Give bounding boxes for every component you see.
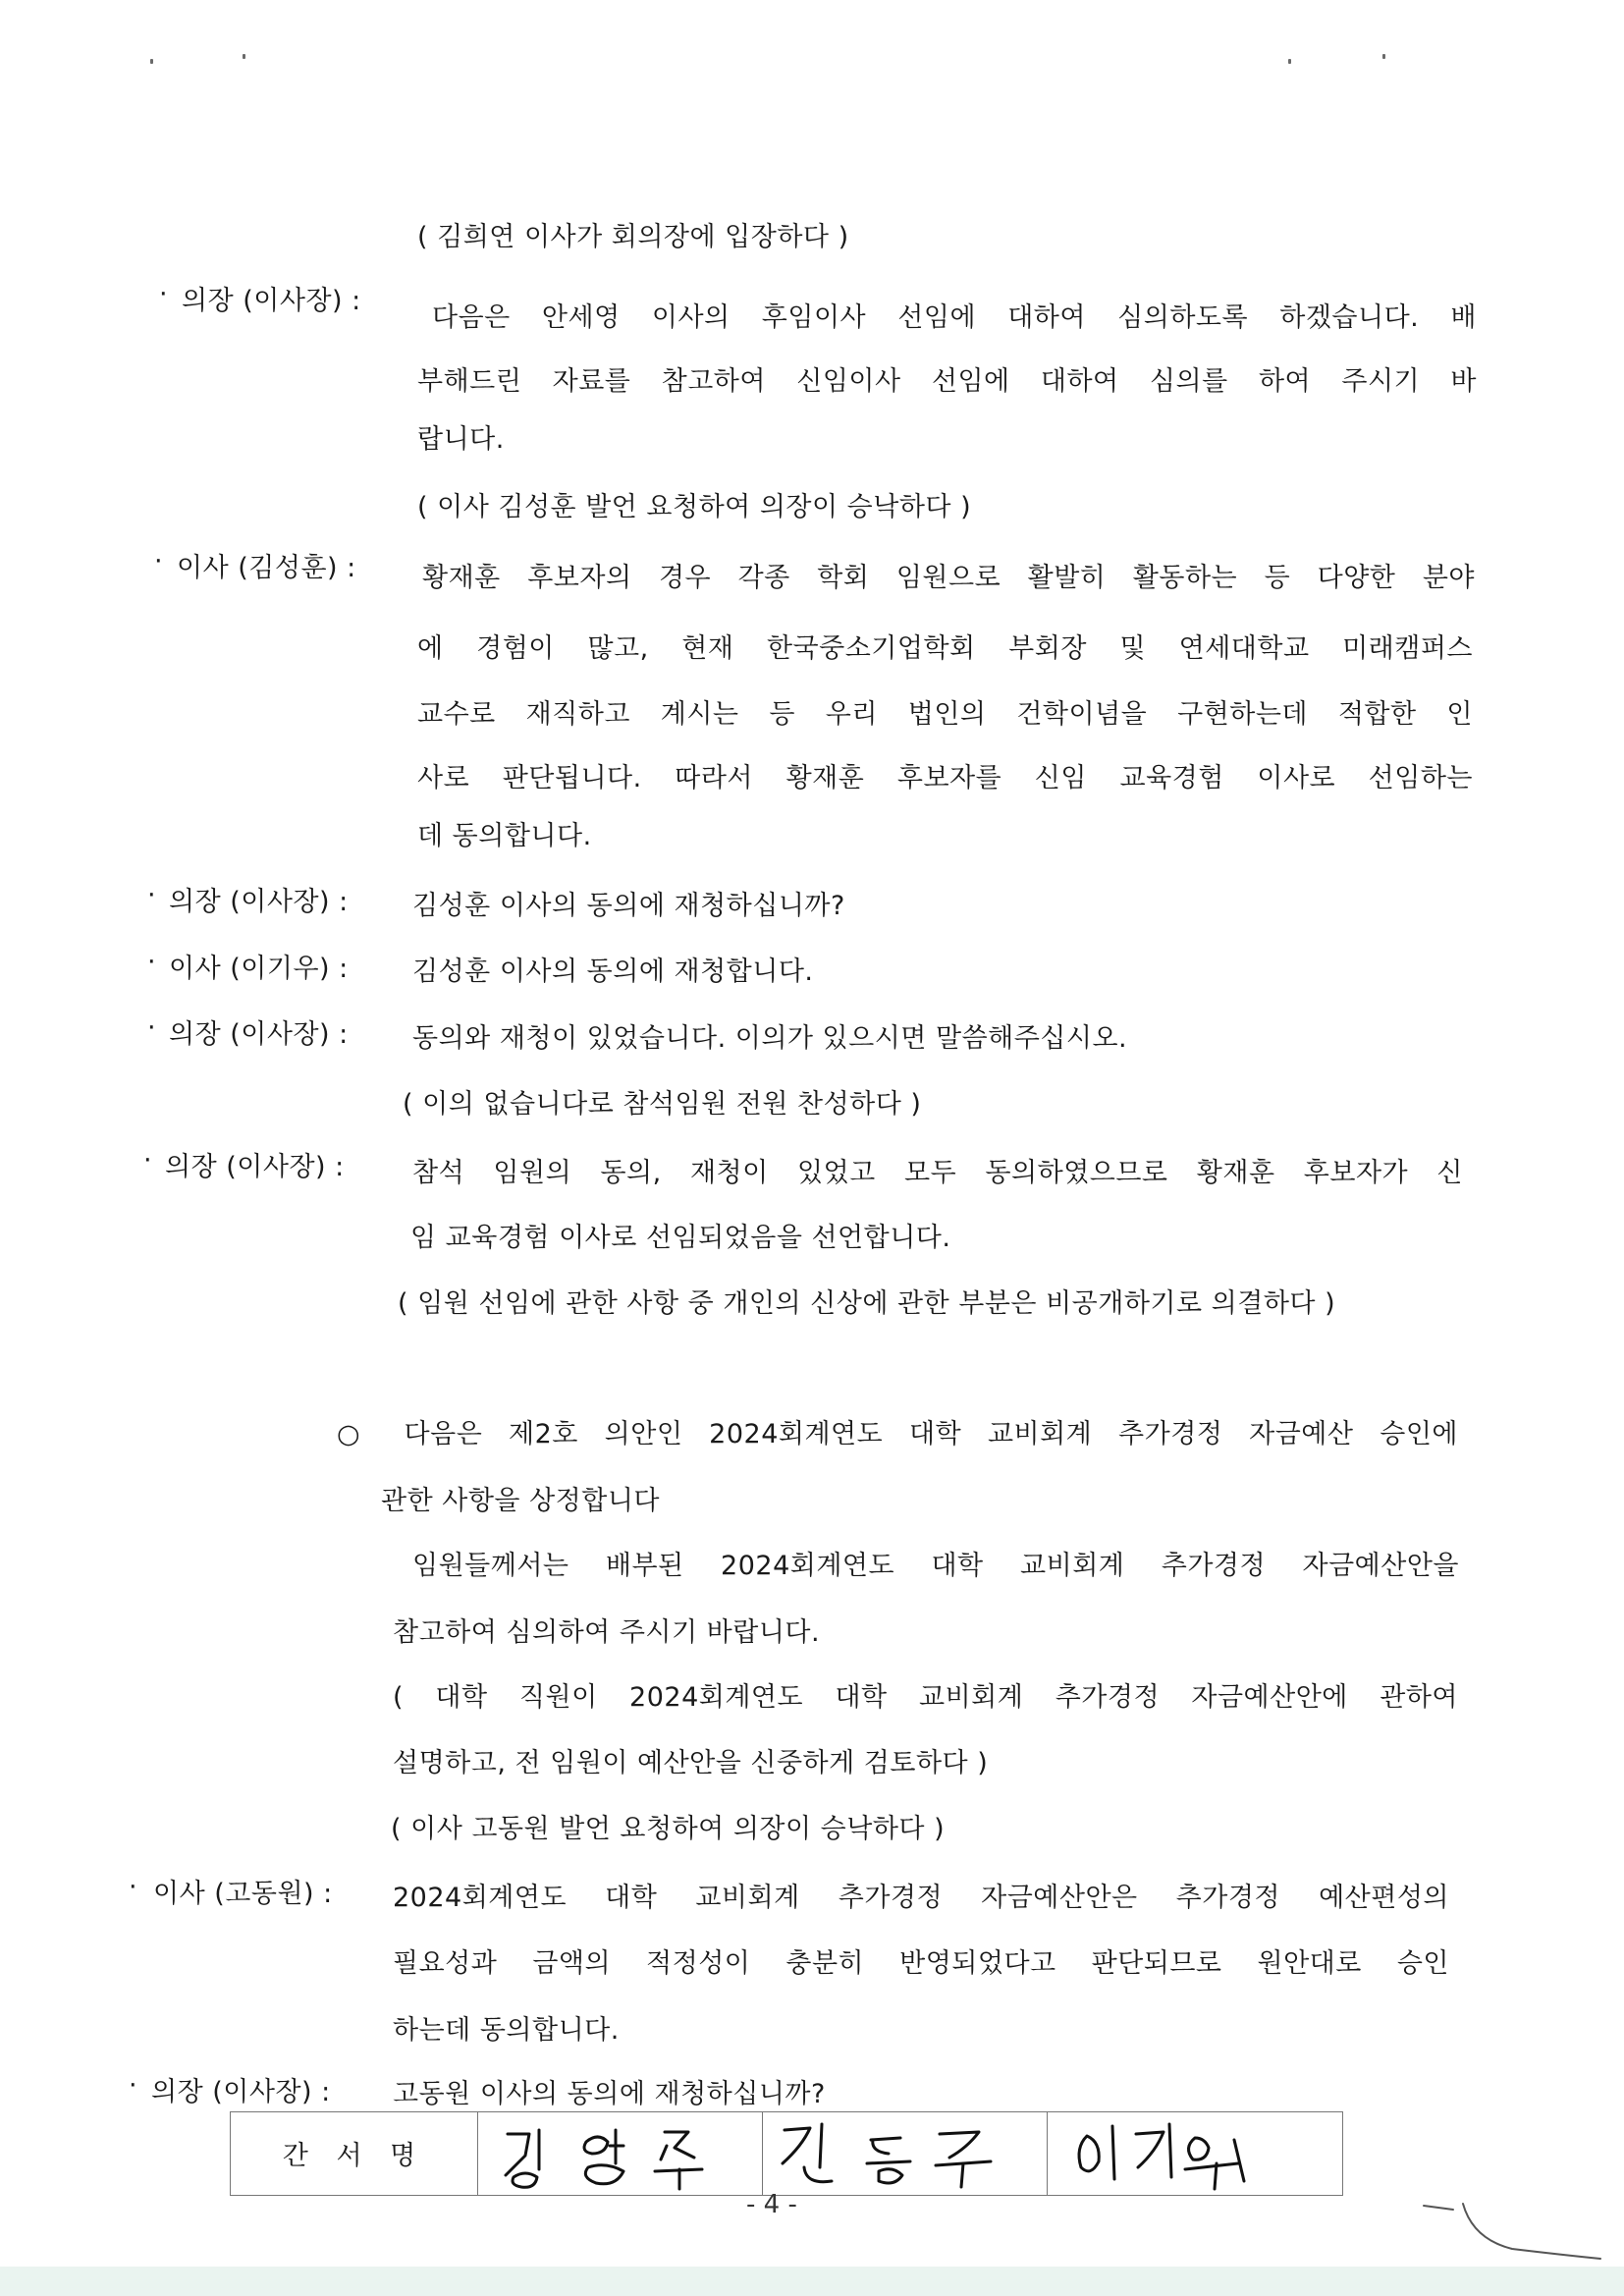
signature-box xyxy=(230,2111,1343,2196)
speech-line: 필요성과 금액의 적정성이 충분히 반영되었다고 판단되므로 원안대로 승인 xyxy=(393,1948,1449,1979)
speech-line: 하는데 동의합니다. xyxy=(393,2015,620,2046)
body-line: 참고하여 심의하여 주시기 바랍니다. xyxy=(393,1617,821,1648)
speaker-label: 이사 (고동원) : xyxy=(153,1879,333,1909)
bullet: · xyxy=(143,1145,152,1175)
bullet: · xyxy=(147,880,156,910)
scan-speck xyxy=(1382,54,1385,59)
speech-line: 부해드린 자료를 참고하여 신임이사 선임에 대하여 심의를 하여 주시기 바 xyxy=(417,366,1477,397)
bullet: · xyxy=(147,1012,156,1043)
signature-cell xyxy=(1048,2112,1342,2195)
speech-line: 고동원 이사의 동의에 재청하십니까? xyxy=(393,2079,826,2109)
note-line: ( 대학 직원이 2024회계연도 대학 교비회계 추가경정 자금예산안에 관하여 xyxy=(393,1682,1458,1713)
speech-line: 랍니다. xyxy=(417,424,505,455)
speaker-label: 의장 (이사장) : xyxy=(169,1019,349,1050)
bullet: · xyxy=(159,279,168,309)
signature-cell xyxy=(478,2112,763,2195)
speech-line: 황재훈 후보자의 경우 각종 학회 임원으로 활발히 활동하는 등 다양한 분야 xyxy=(422,563,1475,593)
speech-line: 김성훈 이사의 동의에 재청합니다. xyxy=(412,957,814,987)
agenda-heading: ○ 다음은 제2호 의안인 2024회계연도 대학 교비회계 추가경정 자금예산 승인에 xyxy=(337,1419,1458,1449)
signature-kim-dongju xyxy=(763,2112,1048,2197)
bullet: · xyxy=(129,2070,137,2101)
signature-label-cell xyxy=(231,2112,478,2195)
speaker-label: 의장 (이사장) : xyxy=(165,1152,345,1182)
speech-line: 2024회계연도 대학 교비회계 추가경정 자금예산안은 추가경정 예산편성의 xyxy=(393,1883,1449,1913)
signature-cell xyxy=(763,2112,1048,2195)
speech-line: 교수로 재직하고 계시는 등 우리 법인의 건학이념을 구현하는데 적합한 인 xyxy=(417,699,1473,730)
bullet: · xyxy=(154,546,163,576)
speaker-label: 의장 (이사장) : xyxy=(169,887,349,917)
scan-speck xyxy=(243,54,245,59)
page-number: - 4 - xyxy=(746,2190,797,2219)
scan-speck xyxy=(1288,59,1291,64)
note-line: ( 이사 김성훈 발언 요청하여 의장이 승낙하다 ) xyxy=(417,492,972,522)
signature-kim-youngju xyxy=(478,2112,763,2197)
speech-line: 참석 임원의 동의, 재청이 있었고 모두 동의하였으므로 황재훈 후보자가 신 xyxy=(412,1158,1463,1188)
speech-line: 에 경험이 많고, 현재 한국중소기업학회 부회장 및 연세대학교 미래캠퍼스 xyxy=(417,633,1473,664)
note-line: ( 이사 고동원 발언 요청하여 의장이 승낙하다 ) xyxy=(391,1814,946,1844)
scan-bottom-strip xyxy=(0,2267,1624,2296)
speech-line: 데 동의합니다. xyxy=(417,821,592,851)
speaker-label: 의장 (이사장) : xyxy=(182,286,361,316)
speaker-label: 이사 (이기우) : xyxy=(169,954,349,984)
signature-lee-giwoo xyxy=(1048,2112,1303,2197)
note-line: ( 이의 없습니다로 참석임원 전원 찬성하다 ) xyxy=(403,1089,922,1120)
note-line: 설명하고, 전 임원이 예산안을 신중하게 검토하다 ) xyxy=(393,1748,989,1778)
speech-line: 김성훈 이사의 동의에 재청하십니까? xyxy=(412,891,845,921)
bullet: · xyxy=(147,947,156,977)
body-line: 임원들께서는 배부된 2024회계연도 대학 교비회계 추가경정 자금예산안을 xyxy=(412,1551,1459,1581)
signature-label: 간 서 명 xyxy=(282,2141,426,2171)
speech-line: 사로 판단됩니다. 따라서 황재훈 후보자를 신임 교육경험 이사로 선임하는 xyxy=(417,763,1473,793)
speaker-label: 의장 (이사장) : xyxy=(151,2077,331,2107)
note-line: ( 김희연 이사가 회의장에 입장하다 ) xyxy=(417,222,849,252)
speech-line: 임 교육경험 이사로 선임되었음을 선언합니다. xyxy=(410,1223,951,1253)
note-line: ( 임원 선임에 관한 사항 중 개인의 신상에 관한 부분은 비공개하기로 의결하다 ) xyxy=(398,1288,1336,1319)
bullet: · xyxy=(129,1872,137,1902)
speech-line: 다음은 안세영 이사의 후임이사 선임에 대하여 심의하도록 하겠습니다. 배 xyxy=(432,302,1477,333)
speaker-label: 이사 (김성훈) : xyxy=(177,553,356,583)
speech-line: 동의와 재청이 있었습니다. 이의가 있으시면 말씀해주십시오. xyxy=(412,1023,1128,1054)
agenda-heading: 관한 사항을 상정합니다 xyxy=(381,1486,660,1516)
scan-speck xyxy=(150,59,153,64)
